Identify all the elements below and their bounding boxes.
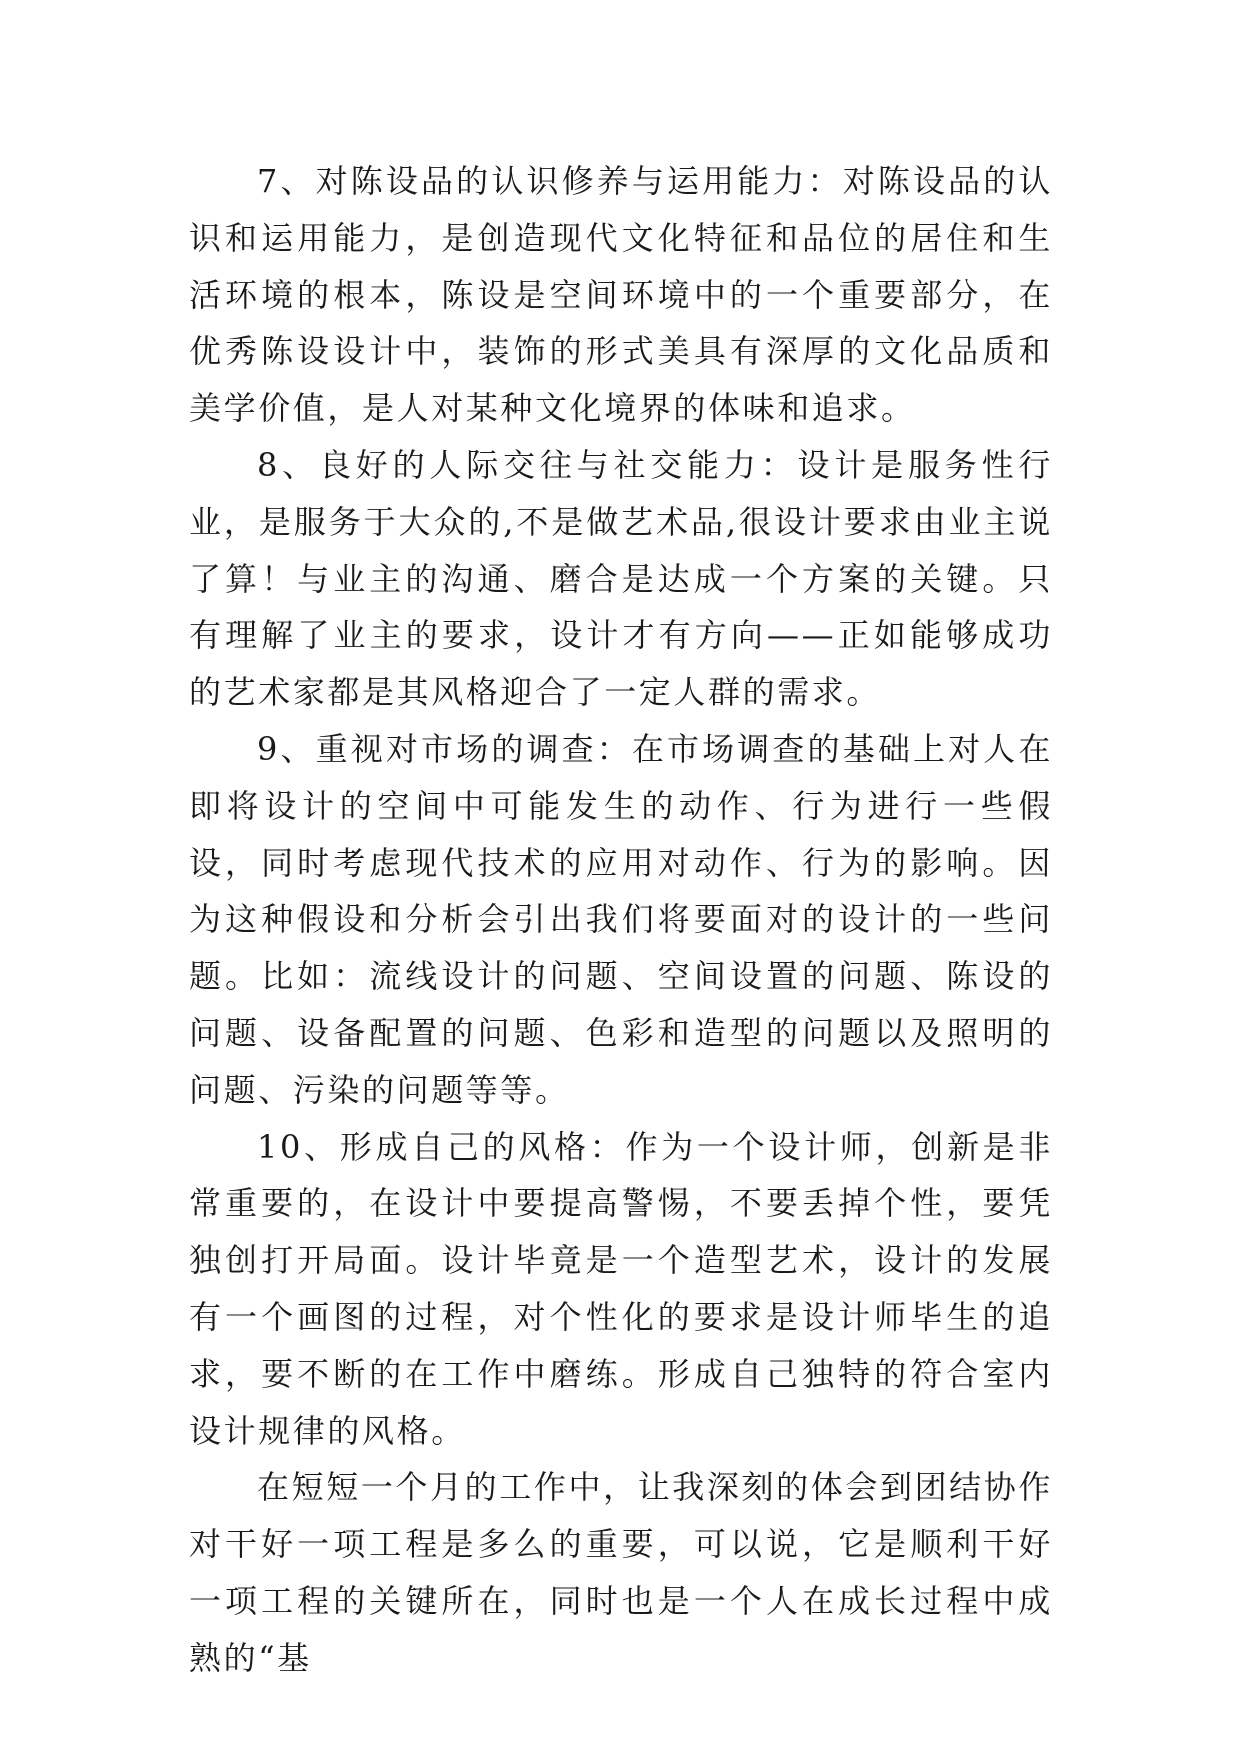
paragraph-personal-style: 10、形成自己的风格：作为一个设计师，创新是非常重要的，在设计中要提高警惕，不要丢掉个性，要凭独创打开局面。设计毕竟是一个造型艺术，设计的发展有一个画图的过程，对个性化的要求是设计师毕生的追求，要不断的在工作中磨练。形成自己独特的符合室内设计规律的风格。 — [189, 1127, 1053, 1450]
paragraph-display-skills: 7、对陈设品的认识修养与运用能力：对陈设品的认识和运用能力，是创造现代文化特征和品位的居住和生活环境的根本，陈设是空间环境中的一个重要部分，在优秀陈设设计中，装饰的形式美具有深厚的文化品质和美学价值，是人对某种文化境界的体味和追求。 — [189, 162, 1053, 428]
paragraph-market-research: 9、重视对市场的调查：在市场调查的基础上对人在即将设计的空间中可能发生的动作、行为进行一些假设，同时考虑现代技术的应用对动作、行为的影响。因为这种假设和分析会引出我们将要面对的设计的一些问题。比如：流线设计的问题、空间设置的问题、陈设的问题、设备配置的问题、色彩和造型的问题以及照明的问题、污染的问题等等。 — [189, 729, 1053, 1109]
document-body — [189, 153, 1053, 1687]
paragraph-teamwork: 在短短一个月的工作中，让我深刻的体会到团结协作对干好一项工程是多么的重要，可以说，它是顺利干好一项工程的关键所在，同时也是一个人在成长过程中成熟的“基 — [189, 1468, 1053, 1677]
paragraph-communication-skills: 8、良好的人际交往与社交能力：设计是服务性行业，是服务于大众的,不是做艺术品,很设计要求由业主说了算！与业主的沟通、磨合是达成一个方案的关键。只有理解了业主的要求，设计才有方向——正如能够成功的艺术家都是其风格迎合了一定人群的需求。 — [189, 445, 1053, 712]
